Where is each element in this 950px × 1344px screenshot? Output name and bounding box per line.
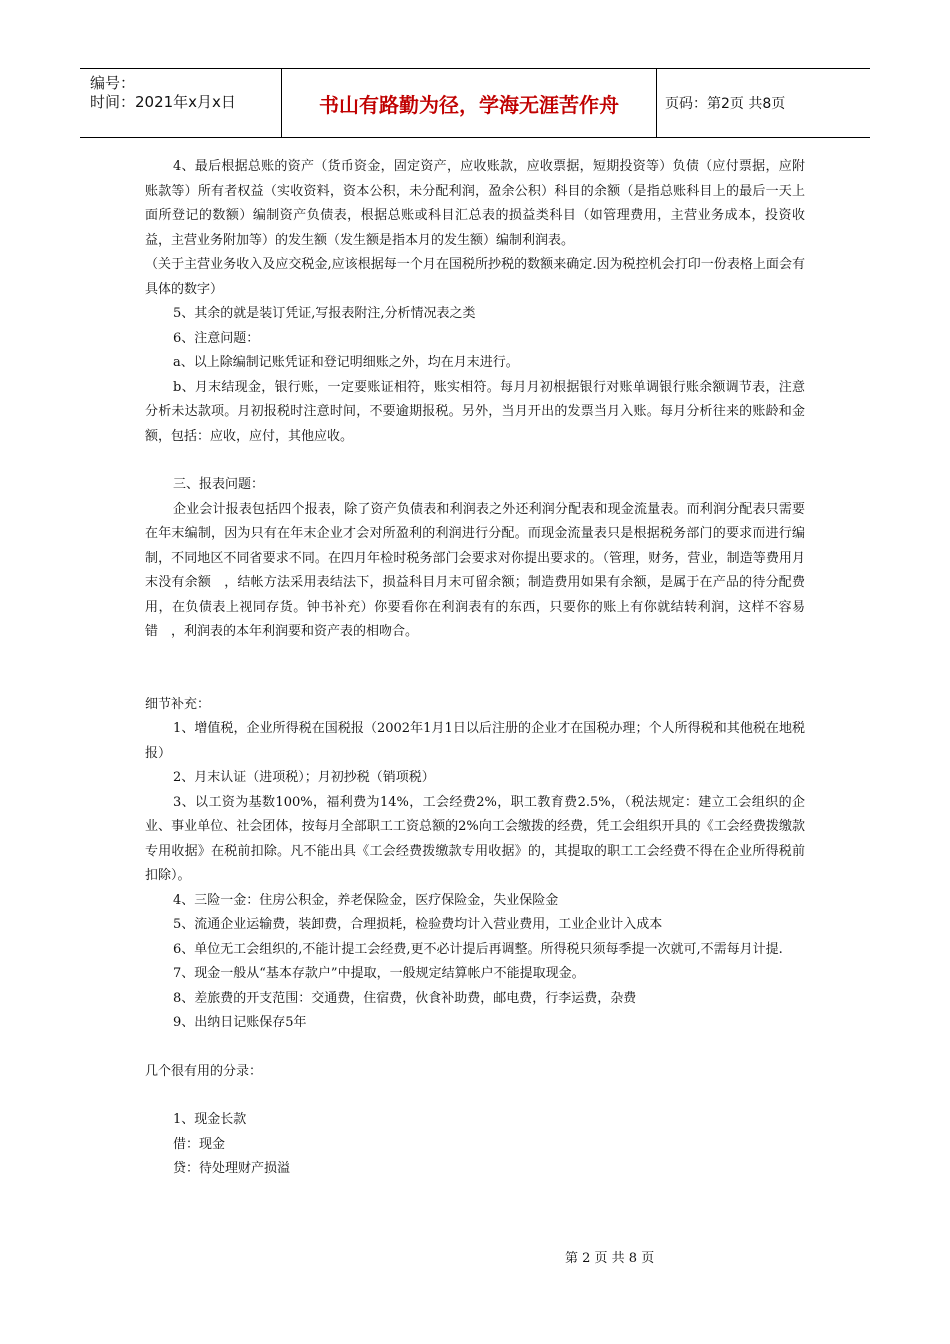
paragraph: 4、三险一金：住房公积金，养老保险金，医疗保险金，失业保险金 [173, 892, 559, 908]
paragraph: a、以上除编制记账凭证和登记明细账之外，均在月末进行。 [173, 355, 519, 370]
paragraph: 6、注意问题： [173, 330, 260, 346]
paragraph: 3、以工资为基数100%，福利费为14%，工会经费2%，职工教育费2.5%，（税法规定：建立工会组织的企业、事业单位、社会团体，按每月全部职工工资总额的2%向工会缴拨的经费，凭工会组织开具的《工会经费拨缴款专用收据》在税前扣除。凡不能出具《工会经费拨缴款专用收据》的，其提取的职工工会经费不得在企业所得税前扣除）。 [145, 794, 805, 883]
paragraph: 借：现金 [173, 1136, 226, 1152]
paragraph: b、月末结现金，银行账，一定要账证相符，账实相符。每月月初根据银行对账单调银行账余额调节表，注意分析未达款项。月初报税时注意时间，不要逾期报税。另外，当月开出的发票当月入账。每月分析往来的账龄和金额，包括：应收，应付，其他应收。 [145, 379, 805, 444]
paragraph: 贷：待处理财产损溢 [173, 1161, 291, 1176]
paragraph-spacer [145, 645, 805, 693]
paragraph: 7、现金一般从“基本存款户”中提取，一般规定结算帐户不能提取现金。 [173, 966, 585, 981]
paragraph: 5、流通企业运输费，装卸费，合理损耗，检验费均计入营业费用，工业企业计入成本 [173, 917, 663, 932]
paragraph: 三、报表问题： [173, 477, 265, 492]
paragraph: 企业会计报表包括四个报表，除了资产负债表和利润表之外还利润分配表和现金流量表。而利润分配表只需要在年末编制，因为只有在年末企业才会对所盈利的利润进行分配。而现金流量表只是根据税务部门的要求而进行编制，不同地区不同省要求不同。在四月年检时税务部门会要求对你提出要求的。（管理，财务，营业，制造等费用月末没有余额 ，结帐方法采用表结法下，损益科目月末可留余额；制造费用如果有余额，是属于在产品的待分配费用，在负债表上视同存货。钟书补充）你要看你在利润表有的东西，只要你的账上有你就结转利润，这样不容易错 ，利润表的本年利润要和资产表的相吻合。 [145, 501, 805, 639]
header-page-info: 页码：第2页 共8页 [665, 96, 786, 112]
paragraph: 2、月末认证（进项税）；月初抄税（销项税） [173, 770, 435, 785]
paragraph: 1、现金长款 [173, 1112, 247, 1127]
page-footer: 第 2 页 共 8 页 [565, 1251, 655, 1266]
paragraph: 8、差旅费的开支范围：交通费，住宿费，伙食补助费，邮电费，行李运费，杂费 [173, 990, 637, 1006]
document-date-label: 时间：2021年x月x日 [90, 93, 236, 111]
paragraph: 4、最后根据总账的资产（货币资金，固定资产，应收账款，应收票据，短期投资等）负债（应付票据，应附账款等）所有者权益（实收资料，资本公积，未分配利润，盈余公积）科目的余额（是指总账科目上的最后一天上面所登记的数额）编制资产负债表，根据总账或科目汇总表的损益类科目（如管理费用，主营业务成本，投资收益，主营业务附加等）的发生额（发生额是指本月的发生额）编制利润表。 [145, 159, 805, 248]
document-number-label: 编号： [90, 74, 136, 92]
paragraph: 细节补充： [145, 696, 211, 712]
paragraph: 6、单位无工会组织的,不能计提工会经费,更不必计提后再调整。所得税只须每季提一次就可,不需每月计提. [173, 941, 783, 957]
paragraph-spacer [145, 1084, 805, 1108]
header-meta [80, 69, 282, 137]
paragraph: 5、其余的就是装订凭证,写报表附注,分析情况表之类 [173, 306, 476, 321]
paragraph-spacer [145, 1036, 805, 1060]
paragraph-spacer [145, 449, 805, 473]
paragraph: 几个很有用的分录： [145, 1063, 263, 1079]
header-motto: 书山有路勤为径，学海无涯苦作舟 [282, 69, 657, 137]
paragraph: （关于主营业务收入及应交税金,应该根据每一个月在国税所抄税的数额来确定.因为税控机会打印一份表格上面会有具体的数字） [145, 257, 805, 297]
paragraph: 9、出纳日记账保存5年 [173, 1015, 307, 1030]
document-body [145, 155, 805, 1182]
paragraph: 1、增值税，企业所得税在国税报（2002年1月1日以后注册的企业才在国税办理；个人所得税和其他税在地税报） [145, 721, 805, 761]
page-header [80, 68, 870, 138]
